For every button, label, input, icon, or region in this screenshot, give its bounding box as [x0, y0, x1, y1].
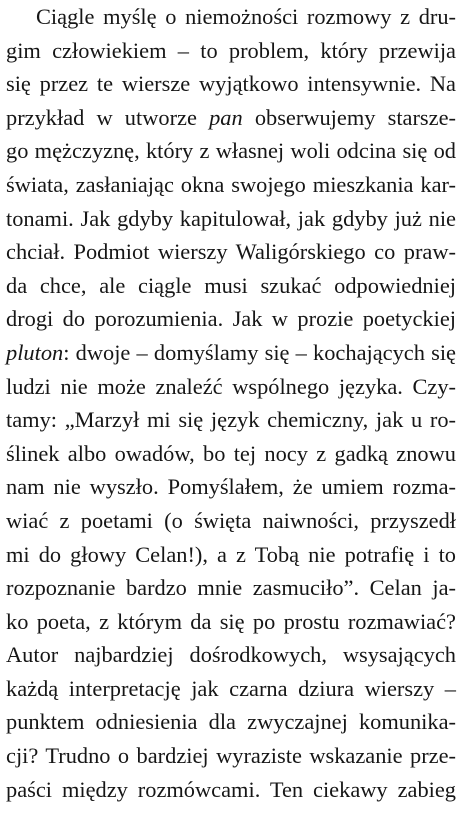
- text-page: [6, 0, 456, 806]
- work-title: pluton: [6, 339, 64, 365]
- text-line: świata, zasłaniając okna swojego mieszkania kar-: [6, 171, 456, 197]
- text-line: wiać z poetami (o święta naiwności, przyszedł: [6, 507, 456, 533]
- text-line: punktem odniesienia dla zwyczajnej komunika-: [6, 709, 456, 735]
- text-line: każdą interpretację jak czarna dziura wierszy –: [6, 675, 456, 701]
- text-line: da chce, ale ciągle musi szukać odpowiedniej: [6, 272, 456, 298]
- text-line: ślinek albo owadów, bo tej nocy z gadką znowu: [6, 440, 456, 466]
- text-line: Autor najbardziej dośrodkowych, wsysających: [6, 642, 456, 668]
- text-line: pluton: dwoje – domyślamy się – kochających się: [6, 339, 456, 365]
- text-line: Ciągle myślę o niemożności rozmowy z dru-: [36, 4, 456, 29]
- text-line: się przez te wiersze wyjątkowo intensywnie. Na: [6, 71, 456, 97]
- text-line: mi do głowy Celan!), a z Tobą nie potrafię i to: [6, 541, 456, 567]
- text-line: ko poeta, z którym da się po prostu rozmawiać?: [6, 608, 456, 634]
- text-line: go mężczyznę, który z własnej woli odcina się od: [6, 138, 456, 164]
- text-line: ludzi nie może znaleźć wspólnego języka. Czy-: [6, 373, 456, 399]
- text-line: chciał. Podmiot wierszy Waligórskiego co praw-: [6, 239, 456, 265]
- text-line: cji? Trudno o bardziej wyraziste wskazanie prze-: [6, 743, 456, 769]
- text-line: gim człowiekiem – to problem, który przewija: [6, 37, 456, 63]
- text-line: paści między rozmówcami. Ten ciekawy zabieg: [6, 776, 456, 802]
- text-line: przykład w utworze pan obserwujemy starsze-: [6, 104, 456, 130]
- work-title: pan: [209, 104, 243, 130]
- text-line: drogi do porozumienia. Jak w prozie poetyckiej: [6, 306, 456, 332]
- text-line: tonami. Jak gdyby kapitulował, jak gdyby już nie: [6, 205, 456, 231]
- text-line: rozpoznanie bardzo mnie zasmuciło”. Celan ja-: [6, 575, 456, 601]
- text-line: nam nie wyszło. Pomyślałem, że umiem rozma-: [6, 474, 456, 500]
- text-line: tamy: „Marzył mi się język chemiczny, jak u ro-: [6, 407, 456, 433]
